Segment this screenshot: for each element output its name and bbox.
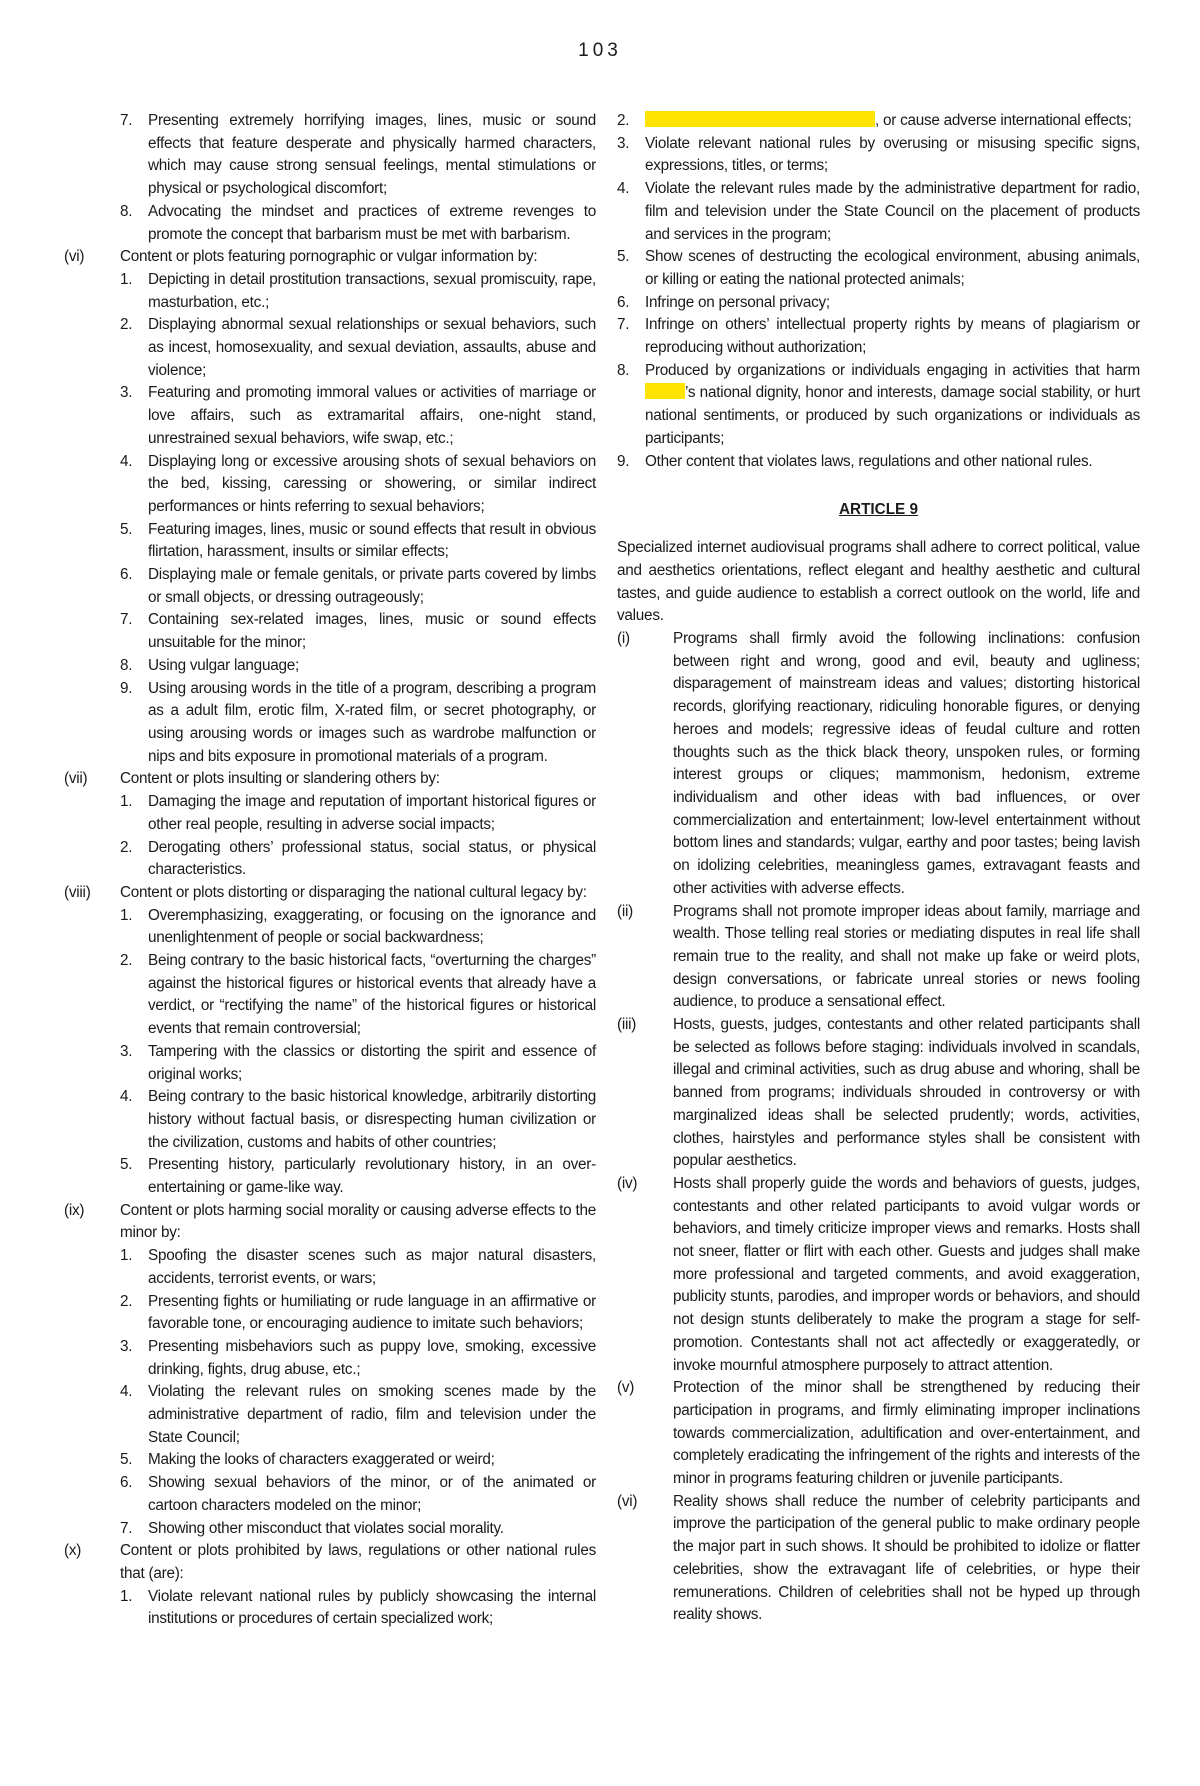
numbered-item — [64, 201, 596, 246]
item-marker: 1. — [120, 270, 133, 288]
item-text: Depicting in detail prostitution transactions, sexual promiscuity, rape, masturbation, etc.; — [148, 270, 596, 311]
numbered-item — [64, 382, 596, 450]
item-marker: 6. — [120, 566, 133, 584]
numbered-item — [617, 314, 1140, 359]
item-text: Presenting misbehaviors such as puppy love, smoking, excessive drinking, fights, drug abuse, etc.; — [148, 1337, 596, 1378]
item-text: Produced by organizations or individuals engaging in activities that harm — [645, 361, 1140, 379]
numbered-item — [64, 655, 596, 678]
item-text: ’s national dignity, honor and interests, damage social stability, or hurt national sentiments, or produced by such organizations or individuals as participants; — [645, 384, 1140, 447]
item-marker: (iii) — [617, 1016, 637, 1034]
item-marker: 4. — [120, 1383, 133, 1401]
item-marker: (vi) — [617, 1492, 638, 1510]
numbered-item — [64, 1336, 596, 1381]
item-marker: 2. — [120, 952, 133, 970]
numbered-item — [64, 1518, 596, 1541]
numbered-item — [64, 678, 596, 769]
numbered-item — [64, 1586, 596, 1631]
article-item — [617, 628, 1140, 900]
item-text: Hosts, guests, judges, contestants and other related participants shall be selected as follows before staging: individuals involved in scandals, illegal and criminal activities, such as drug abuse and whoring, shall be banned from programs; individuals shrouded in controversy or with marginalized ideas shall be selected prudently; words, activities, clothes, hairstyles and performance styles shall be consistent with popular aesthetics. — [673, 1016, 1140, 1170]
item-text: Overemphasizing, exaggerating, or focusing on the ignorance and unenlightenment of people or social backwardness; — [148, 906, 596, 947]
item-text: Showing sexual behaviors of the minor, or of the animated or cartoon characters modeled on the minor; — [148, 1474, 596, 1514]
item-text: Content or plots featuring pornographic or vulgar information by: — [120, 248, 538, 266]
item-marker: 7. — [617, 316, 630, 334]
item-marker: (ix) — [64, 1201, 85, 1219]
item-text: Protection of the minor shall be strengthened by reducing their participation in programs, and firmly eliminating improper inclinations towards commercialization, adultification and over-entertainment, and completely eradicating the infringement of the rights and interests of the minor in programs featuring children or juvenile participants. — [673, 1379, 1140, 1488]
item-marker: 3. — [120, 1337, 133, 1355]
item-text: Advocating the mindset and practices of extreme revenges to promote the concept that barbarism must be met with barbarism. — [148, 202, 596, 243]
item-text: Hosts shall properly guide the words and behaviors of guests, judges, contestants and other related participants to avoid vulgar words or behaviors, and timely criticize improper views and remarks. Hosts shall not sneer, flatter or flirt with each other. Guests and judges shall make more professional and targeted comments, and avoid exaggeration, publicity stunts, parodies, and improper words or behaviors, and should not design stunts deliberately to make the program a stage for self-promotion. Contestants shall not act affectedly or exaggeratedly, or invoke mournful atmosphere purposely to attract attention. — [673, 1174, 1140, 1374]
section-item — [64, 1200, 596, 1245]
item-text: Featuring images, lines, music or sound effects that result in obvious flirtation, harassment, insults or similar effects; — [148, 520, 596, 561]
item-text: Reality shows shall reduce the number of celebrity participants and improve the participation of the general public to make ordinary people the major part in such shows. It should be prohibited to idolize or flatter celebrities, show the extravagant life of celebrities, or hype their remunerations. Children of celebrities shall not be hyped up through reality shows. — [673, 1492, 1140, 1624]
item-marker: 9. — [120, 679, 133, 697]
item-marker: 1. — [120, 793, 133, 811]
numbered-item — [64, 1472, 596, 1517]
item-text: Displaying abnormal sexual relationships or sexual behaviors, such as incest, homosexuality, and sexual deviation, assaults, abuse and violence; — [148, 316, 596, 379]
item-marker: (vi) — [64, 248, 85, 266]
item-marker: (vii) — [64, 770, 88, 788]
item-text: Damaging the image and reputation of important historical figures or other real people, resulting in adverse social impacts; — [148, 793, 596, 833]
numbered-item — [64, 950, 596, 1041]
item-marker: 8. — [617, 361, 630, 379]
item-marker: 2. — [120, 316, 133, 334]
item-text: Presenting fights or humiliating or rude language in an affirmative or favorable tone, or encouraging audience to imitate such behaviors; — [148, 1292, 596, 1333]
numbered-item — [64, 791, 596, 836]
item-marker: 4. — [617, 180, 630, 198]
item-marker: (x) — [64, 1542, 82, 1560]
redaction-highlight — [645, 111, 875, 127]
numbered-item — [64, 1154, 596, 1199]
article-heading: ARTICLE 9 — [838, 501, 919, 519]
numbered-item — [64, 519, 596, 564]
numbered-item — [64, 564, 596, 609]
item-marker: 5. — [120, 520, 133, 538]
item-text: Featuring and promoting immoral values or activities of marriage or love affairs, such as extramarital affairs, one-night stand, unrestrained sexual behaviors, wife swap, etc.; — [148, 384, 596, 447]
item-marker: 4. — [120, 452, 133, 470]
item-marker: 3. — [120, 384, 133, 402]
page-number: 103 — [578, 40, 622, 61]
item-marker: 6. — [120, 1474, 133, 1492]
section-item — [64, 882, 596, 905]
article-item — [617, 1377, 1140, 1491]
numbered-item — [617, 360, 1140, 451]
item-text: Violate relevant national rules by publicly showcasing the internal institutions or procedures of certain specialized work; — [148, 1587, 596, 1628]
item-text: Programs shall not promote improper ideas about family, marriage and wealth. Those telling real stories or mediating disputes in real life shall remain true to the reality, and shall not make up fake or weird plots, design conversations, or fabricate unreal stories or news fooling audience, to produce a sensational effect. — [673, 902, 1140, 1011]
item-marker: (v) — [617, 1379, 635, 1397]
item-marker: (viii) — [64, 883, 91, 901]
numbered-item — [617, 246, 1140, 291]
item-marker: 8. — [120, 202, 133, 220]
numbered-item — [64, 837, 596, 882]
item-text: Being contrary to the basic historical knowledge, arbitrarily distorting history without factual basis, or disrespecting human civilization or the civilization, customs and habits of other countries; — [148, 1088, 596, 1151]
item-marker: 4. — [120, 1088, 133, 1106]
prohibited-content-list-continued — [617, 110, 1140, 473]
item-text: Being contrary to the basic historical facts, “overturning the charges” against the historical figures or historical events that already have a verdict, or “rectifying the name” of the historical figures or historical events that remain controversial; — [148, 952, 596, 1038]
numbered-item — [64, 1041, 596, 1086]
item-text: Content or plots insulting or slandering others by: — [120, 770, 440, 788]
numbered-item — [64, 1449, 596, 1472]
item-text: Presenting extremely horrifying images, lines, music or sound effects that feature desperate and physically harmed characters, which may cause strong sensual feelings, mental stimulations or physical or psychological discomfort; — [148, 112, 596, 198]
item-marker: (ii) — [617, 902, 633, 920]
item-marker: 7. — [120, 112, 133, 129]
item-marker: 1. — [120, 1587, 133, 1605]
item-text: Content or plots distorting or disparaging the national cultural legacy by: — [120, 883, 587, 901]
item-marker: 2. — [120, 838, 133, 856]
item-text: Violate the relevant rules made by the administrative department for radio, film and television under the State Council on the placement of products and services in the program; — [645, 180, 1140, 243]
item-marker: 6. — [617, 293, 630, 311]
item-text: Showing other misconduct that violates social morality. — [148, 1519, 504, 1537]
item-text: Displaying long or excessive arousing shots of sexual behaviors on the bed, kissing, caressing or showering, or similar indirect performances or hints referring to sexual behaviors; — [148, 452, 596, 515]
article-item — [617, 901, 1140, 1015]
numbered-item — [64, 110, 596, 201]
item-text: Show scenes of destructing the ecological environment, abusing animals, or killing or eating the national protected animals; — [645, 248, 1140, 288]
article-item — [617, 1173, 1140, 1377]
item-text: Infringe on others’ intellectual property rights by means of plagiarism or reproducing without authorization; — [645, 316, 1140, 357]
numbered-item — [64, 269, 596, 314]
article-item — [617, 1491, 1140, 1627]
item-marker: 9. — [617, 452, 630, 470]
redaction-highlight — [645, 383, 685, 399]
item-text: , or cause adverse international effects; — [875, 112, 1132, 129]
item-marker: 8. — [120, 656, 133, 674]
item-text: Displaying male or female genitals, or private parts covered by limbs or small objects, or dressing outrageously; — [148, 566, 596, 606]
article-intro-paragraph: Specialized internet audiovisual programs shall adhere to correct political, value and aesthetics orientations, reflect elegant and healthy aesthetic and cultural tastes, and guide audience to establish a correct outlook on the world, life and values. — [617, 539, 1140, 625]
article-items-list — [617, 628, 1140, 1627]
item-marker: 1. — [120, 1247, 133, 1265]
numbered-item — [64, 1086, 596, 1154]
item-marker: 5. — [120, 1156, 133, 1174]
item-text: Containing sex-related images, lines, music or sound effects unsuitable for the minor; — [148, 611, 596, 652]
item-text: Spoofing the disaster scenes such as major natural disasters, accidents, terrorist events, or wars; — [148, 1247, 596, 1287]
item-marker: 5. — [120, 1451, 133, 1469]
numbered-item — [64, 1381, 596, 1449]
numbered-item — [64, 609, 596, 654]
numbered-item — [64, 1245, 596, 1290]
right-column — [617, 110, 1140, 1627]
item-marker: 7. — [120, 1519, 133, 1537]
item-text: Infringe on personal privacy; — [645, 293, 830, 311]
item-text: Other content that violates laws, regulations and other national rules. — [645, 452, 1093, 470]
section-item — [64, 1540, 596, 1585]
item-marker: 2. — [617, 112, 630, 129]
numbered-item — [617, 110, 1140, 133]
item-text: Using vulgar language; — [148, 656, 299, 674]
item-text: Content or plots prohibited by laws, regulations or other national rules that (are): — [120, 1542, 596, 1582]
item-text: Content or plots harming social morality or causing adverse effects to the minor by: — [120, 1201, 596, 1242]
item-marker: 3. — [617, 134, 630, 152]
numbered-item — [64, 905, 596, 950]
numbered-item — [617, 451, 1140, 474]
item-marker: 5. — [617, 248, 630, 266]
item-marker: (iv) — [617, 1174, 638, 1192]
item-text: Violating the relevant rules on smoking scenes made by the administrative department of radio, film and television under the State Council; — [148, 1383, 596, 1446]
item-text: Tampering with the classics or distorting the spirit and essence of original works; — [148, 1042, 596, 1083]
item-marker: 1. — [120, 906, 133, 924]
item-marker: 7. — [120, 611, 133, 629]
section-item — [64, 246, 596, 269]
numbered-item — [617, 178, 1140, 246]
numbered-item — [64, 1291, 596, 1336]
item-text: Derogating others’ professional status, social status, or physical characteristics. — [148, 838, 596, 879]
numbered-item — [64, 314, 596, 382]
item-text: Violate relevant national rules by overusing or misusing specific signs, expressions, titles, or terms; — [645, 134, 1140, 175]
item-text: Programs shall firmly avoid the following inclinations: confusion between right and wrong, good and evil, beauty and ugliness; disparagement of mainstream ideas and values; distorting historical records, glorifying reactionary, ridiculing honorable figures, or denying heroes and models; regressive ideas of feudal culture and rotten thoughts such as the thick black theory, unspoken rules, or forming interest groups or cliques; mammonism, hedonism, extreme individualism and other ideas with bad influences, or over commercialization and entertainment; low-level entertainment without bottom lines and standards; vulgar, earthy and poor tastes; being lavish on idolizing celebrities, meaningless games, extravagant feasts and other activities with adverse effects. — [673, 630, 1140, 897]
item-marker: 2. — [120, 1292, 133, 1310]
item-text: Using arousing words in the title of a program, describing a program as a adult film, erotic film, X-rated film, or secret photography, or using arousing words or images such as wardrobe malfunction or nips and bits exposure in promotional materials of a program. — [148, 679, 596, 765]
numbered-item — [64, 451, 596, 519]
item-marker: (i) — [617, 630, 630, 648]
section-item — [64, 768, 596, 791]
item-text: Presenting history, particularly revolutionary history, in an over-entertaining or game-like way. — [148, 1156, 596, 1197]
numbered-item — [617, 292, 1140, 315]
item-marker: 3. — [120, 1042, 133, 1060]
item-text: Making the looks of characters exaggerated or weird; — [148, 1451, 495, 1469]
left-column — [64, 110, 596, 1631]
article-item — [617, 1014, 1140, 1173]
numbered-item — [617, 133, 1140, 178]
